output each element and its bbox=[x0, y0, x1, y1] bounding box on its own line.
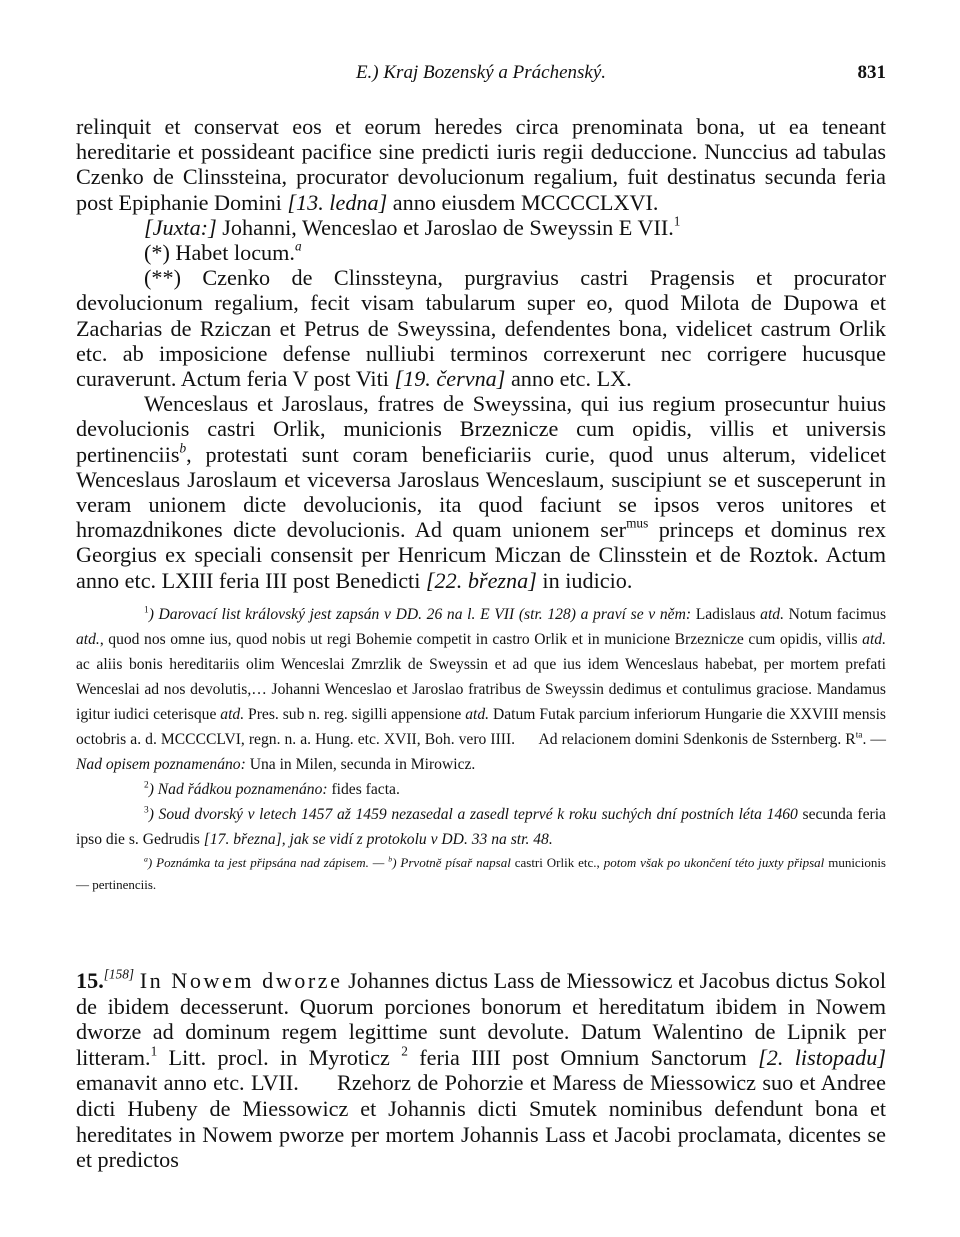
text-run: feria IIII post Omnium Sanctorum bbox=[407, 1044, 759, 1070]
text-run: Notum facimus bbox=[784, 606, 887, 623]
entry-reference: [158] bbox=[103, 966, 135, 982]
footnote-ref: a bbox=[294, 238, 302, 254]
text-run: ac aliis bonis hereditariis olim Wenceslai Zmrzlik de Sweyssin et ad que ius idem Wenceslaus habebat, per mortem prefati Wenceslai ad nos devolutis,… Johanni Wenceslao et Jaroslao fratribus de Sweyssin dedimus et contulimus graciose. Mandamus igitur iudici ceterisque bbox=[76, 656, 886, 723]
footnote-mark: 3 bbox=[144, 805, 149, 816]
text-run: Datum Futak parcium inferiorum Hungarie die XXVIII mensis octobris a. d. MCCCCLVI, regn. n. a. Hung. etc. XVII, Boh. vero IIII. Ad relacionem domini Sdenkonis de Ssternberg. R bbox=[76, 706, 890, 748]
text-run: Johanni, Wenceslao et Jaroslao de Sweyssin E VII. bbox=[216, 214, 674, 240]
italic-run: [17. března], jak se vidí z protokolu v DD. 33 na str. 48. bbox=[203, 831, 553, 848]
text-run: , protestati sunt coram beneficiariis curie, quod unus alterum, videlicet Wenceslaus Jaroslaum et viceversa Jaroslaus Wenceslaum, suscipiunt se et susceperunt in veram unionem dicte devolucionis, ita quod faciunt se ipsos veros unitores et hromazdnikones dicte devolucionis. Ad quam unionem ser bbox=[76, 441, 886, 543]
text-run: (**) Czenko de Clinssteyna, purgravius castri Pragensis et procurator devolucionum regalium, fecit visam tabularum super eo, quod Milota de Dupowa et Zacharias de Rziczan et Petrus de Sweyssina, defendentes bona, videlicet castrum Orlik etc. ab imposicione defense nulliubi terminos correxerunt nec corrigere hucusque curaverunt. Actum feria V post Viti bbox=[76, 265, 886, 392]
entry-number: 15. bbox=[76, 968, 104, 993]
text-run: Wenceslaus et Jaroslaus, fratres de Sweyssina, qui ius regium prosecuntur huius devolucionis castri Orlik, municionis Brzeznicze cum opidis, villis et universis pertinenciis bbox=[76, 391, 886, 467]
text-run: secunda feria ipso die s. Gedrudis bbox=[76, 806, 886, 848]
footnote-2 bbox=[76, 777, 886, 802]
italic-run: Nad opisem poznamenáno: bbox=[76, 756, 246, 773]
date-annotation: [19. června] bbox=[394, 366, 506, 392]
footnote-mark: 2 bbox=[144, 780, 149, 791]
paragraph bbox=[76, 114, 886, 215]
text-run: , quod nos omne ius, quod nobis ut regi Bohemie competit in castro Orlik et in municione Brzeznicze cum opidis, villis bbox=[99, 631, 863, 648]
footnotes bbox=[76, 602, 890, 896]
text-run: Litt. procl. in Myroticz bbox=[157, 1044, 402, 1070]
italic-run: atd. bbox=[76, 631, 100, 648]
italic-run: ) Soud dvorský v letech 1457 až 1459 nezasedal a zasedl teprvé k roku suchých dní postních léta 1460 bbox=[148, 806, 798, 823]
footnote-3 bbox=[76, 802, 886, 852]
footnote-ref: b bbox=[179, 440, 187, 456]
footnote-mark: a bbox=[144, 854, 148, 864]
italic-run: atd. bbox=[465, 706, 490, 723]
page-number: 831 bbox=[857, 62, 886, 83]
text-run: in iudicio. bbox=[536, 567, 633, 593]
italic-run: ) Darovací list královský jest zapsán v DD. 26 na l. E VII (str. 128) a praví se v něm: bbox=[148, 606, 692, 623]
text-run: anno etc. LX. bbox=[505, 366, 632, 392]
text-run: anno eiusdem MCCCCLXVI. bbox=[387, 189, 659, 215]
paragraph bbox=[76, 265, 886, 391]
italic-run: atd. bbox=[760, 606, 784, 623]
text-run: princeps et dominus rex Georgius ex speciali consensit per Henricum Miczan de Clinsstein et de Roztok. Actum anno etc. LXIII feria III post Benedicti bbox=[76, 517, 886, 593]
footnote-ref: 1 bbox=[673, 213, 681, 229]
text-run: Johannes dictus Lass de Miessowicz et Jacobus dictus Sokol de ibidem decesserunt. Quorum porciones bonorum et hereditatum ibidem in Nowem dworze ad dominum regem legittime sunt devolute. Datum Walentino de Lipnik per litteram. bbox=[76, 968, 887, 1070]
juxta-annotation: [Juxta:] bbox=[144, 214, 217, 240]
date-annotation: [13. ledna] bbox=[287, 189, 388, 215]
paragraph bbox=[76, 215, 886, 240]
text-run: municionis — pertinenciis. bbox=[76, 855, 886, 892]
running-header bbox=[76, 62, 886, 88]
text-run: relinquit et conservat eos et eorum heredes circa prenominata bona, ut ea teneant hereditarie et possideant pacifice sine predicti iuris regii deduccione. Nunccius ad tabulas Czenko de Clinssteina, procurator devolucionum regalium, fuit destinatus secunda feria post Epiphanie Domini bbox=[76, 114, 886, 215]
date-annotation: [2. listopadu] bbox=[758, 1044, 886, 1070]
text-run: Ladislaus bbox=[691, 606, 761, 623]
italic-run: ) Poznámka ta jest připsána nad zápisem. — bbox=[147, 855, 389, 870]
footnote-ref: 2 bbox=[401, 1043, 408, 1059]
text-run: Una in Milen, secunda in Mirowicz. bbox=[245, 756, 476, 773]
italic-run: ) Nad řádkou poznamenáno: bbox=[148, 781, 328, 798]
text-run: Pres. sub n. reg. sigilli appensione bbox=[244, 706, 466, 723]
section-15 bbox=[76, 966, 892, 1173]
footnote-mark: b bbox=[388, 854, 393, 864]
superscript: mus bbox=[626, 515, 649, 531]
text-run: emanavit anno etc. LVII. Rzehorz de Pohorzie et Maress de Miessowicz suo et Andree dicti Hubeny de Miessowicz et Johannis dicti Smutek nominibus defendunt bona et hereditates in Nowem pworze per mortem Johannis Lass et Jacobi proclamata, dicentes se et predictos bbox=[76, 1044, 892, 1173]
text-run: . — bbox=[862, 731, 887, 748]
italic-run: atd. bbox=[862, 631, 886, 648]
paragraph bbox=[76, 391, 886, 593]
text-run: castri Orlik etc., bbox=[510, 855, 604, 870]
text-run: (*) Habet locum. bbox=[144, 240, 295, 266]
main-text bbox=[76, 114, 886, 593]
text-notes bbox=[76, 852, 886, 896]
footnote-mark: 1 bbox=[144, 605, 149, 616]
italic-run: potom však po ukončení této juxty připsal bbox=[603, 855, 825, 870]
italic-run: ) Prvotně písař napsal bbox=[392, 855, 511, 870]
footnote-ref: 1 bbox=[150, 1043, 158, 1059]
date-annotation: [22. března] bbox=[425, 567, 537, 593]
text-run: fides facta. bbox=[327, 781, 400, 798]
superscript: ta bbox=[855, 730, 863, 741]
running-title: E.) Kraj Bozenský a Práchenský. bbox=[355, 62, 607, 83]
italic-run: atd. bbox=[220, 706, 245, 723]
paragraph bbox=[76, 966, 892, 1173]
paragraph bbox=[76, 240, 886, 265]
footnote-1 bbox=[76, 602, 890, 777]
place-heading: In Nowem dworze bbox=[139, 968, 343, 993]
